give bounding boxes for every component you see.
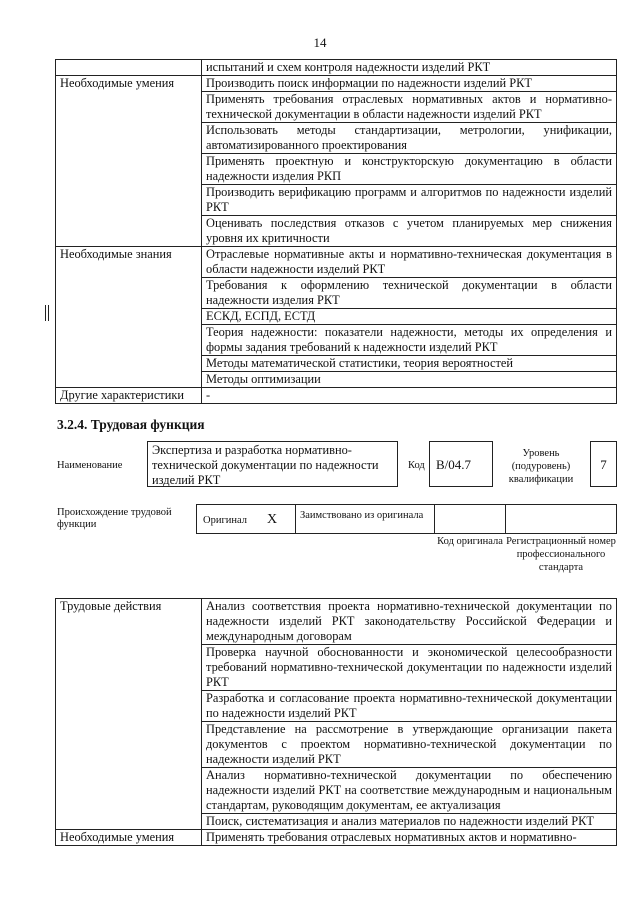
row-item: испытаний и схем контроля надежности изделий РКТ bbox=[202, 60, 617, 76]
row-label: Необходимые умения bbox=[56, 76, 202, 247]
row-item: Применять требования отраслевых нормативных актов и нормативно- bbox=[202, 830, 617, 846]
skills-knowledge-table bbox=[55, 59, 617, 404]
reg-number-label: Регистрационный номер профессионального стандарта bbox=[506, 536, 616, 573]
row-item: Анализ соответствия проекта нормативно-технической документации по надежности изделий РКТ законодательству Российской Федерации и международным договорам bbox=[202, 599, 617, 645]
table-row bbox=[56, 60, 617, 76]
original-cell bbox=[196, 504, 296, 534]
code-field: B/04.7 bbox=[429, 441, 493, 487]
table-row bbox=[56, 830, 617, 846]
row-item: Поиск, систематизация и анализ материалов по надежности изделий РКТ bbox=[202, 814, 617, 830]
reg-number-cell bbox=[505, 504, 617, 534]
row-item: Использовать методы стандартизации, метрологии, унификации, автоматизированного проектирования bbox=[202, 123, 617, 154]
labor-actions-table bbox=[55, 598, 617, 846]
original-mark: X bbox=[267, 512, 278, 527]
row-item: Применять требования отраслевых нормативных актов и нормативно-технической документации в области надежности изделий РКТ bbox=[202, 92, 617, 123]
row-label: Трудовые действия bbox=[56, 599, 202, 830]
row-item: Теория надежности: показатели надежности, методы их определения и формы задания требований к надежности изделий РКТ bbox=[202, 325, 617, 356]
row-item: Анализ нормативно-технической документации по обеспечению надежности изделий РКТ на соответствие международным и национальным стандартам, руководящим документам, ее актуализация bbox=[202, 768, 617, 814]
level-label: Уровень (подуровень) квалификации bbox=[508, 448, 574, 485]
borrowed-cell bbox=[295, 504, 435, 534]
code-original-cell bbox=[434, 504, 506, 534]
page-number: 14 bbox=[313, 35, 327, 50]
function-name-field: Экспертиза и разработка нормативно-технической документации по надежности изделий РКТ bbox=[147, 441, 398, 487]
row-label: Другие характеристики bbox=[56, 388, 202, 404]
row-item: Отраслевые нормативные акты и нормативно-техническая документация в области надежности изделий РКТ bbox=[202, 247, 617, 278]
row-item: Представление на рассмотрение в утверждающие организации пакета документов с проектом нормативно-технической документации по надежности изделий РКТ bbox=[202, 722, 617, 768]
row-label: Необходимые знания bbox=[56, 247, 202, 388]
row-item: ЕСКД, ЕСПД, ЕСТД bbox=[202, 309, 617, 325]
origin-label: Происхождение трудовой функции bbox=[57, 507, 172, 530]
section-heading: 3.2.4. Трудовая функция bbox=[57, 417, 205, 432]
row-label bbox=[56, 60, 202, 76]
table-row bbox=[56, 599, 617, 645]
row-item: Методы оптимизации bbox=[202, 372, 617, 388]
code-original-label: Код оригинала bbox=[437, 536, 503, 547]
level-field: 7 bbox=[590, 441, 617, 487]
name-label: Наименование bbox=[57, 460, 123, 471]
borrowed-label: Заимствовано из оригинала bbox=[300, 510, 424, 521]
row-item: Проверка научной обоснованности и экономической целесообразности требований нормативно-технической документации по надежности изделий РКТ bbox=[202, 645, 617, 691]
row-item: Методы математической статистики, теория вероятностей bbox=[202, 356, 617, 372]
row-item: Производить поиск информации по надежности изделий РКТ bbox=[202, 76, 617, 92]
row-item: Производить верификацию программ и алгоритмов по надежности изделий РКТ bbox=[202, 185, 617, 216]
table-row bbox=[56, 247, 617, 278]
row-item: Требования к оформлению технической документации в области надежности изделия РКТ bbox=[202, 278, 617, 309]
row-item: Применять проектную и конструкторскую документацию в области надежности изделия РКП bbox=[202, 154, 617, 185]
table-row bbox=[56, 388, 617, 404]
row-label: Необходимые умения bbox=[56, 830, 202, 846]
row-item: Оценивать последствия отказов с учетом планируемых мер снижения уровня их критичности bbox=[202, 216, 617, 247]
text-cursor-mark bbox=[45, 305, 49, 321]
row-item: Разработка и согласование проекта нормативно-технической документации по надежности изделий РКТ bbox=[202, 691, 617, 722]
code-label: Код bbox=[408, 460, 425, 471]
table-row bbox=[56, 76, 617, 92]
row-item: - bbox=[202, 388, 617, 404]
original-label: Оригинал bbox=[203, 515, 247, 526]
